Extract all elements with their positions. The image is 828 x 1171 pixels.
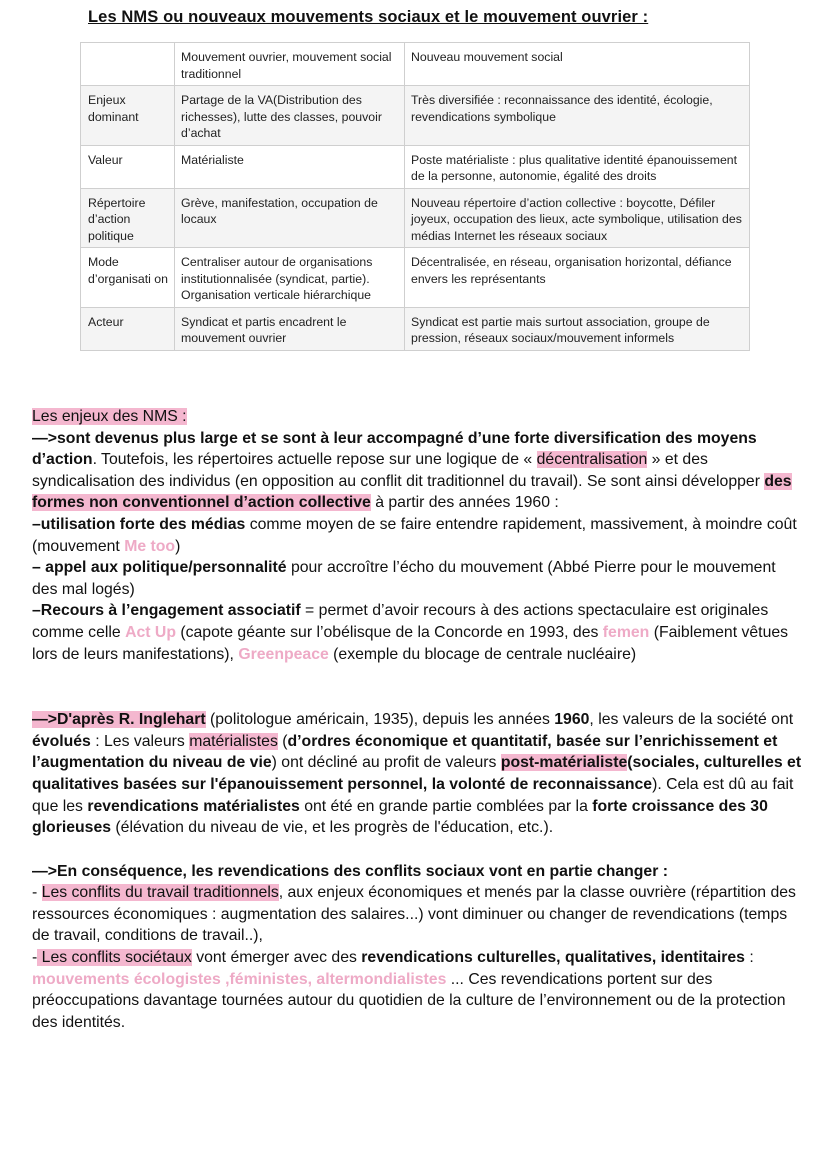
table-cell: Grève, manifestation, occupation de locaux [175,188,405,248]
pink-keyword: Act Up [125,623,176,641]
table-row [81,145,750,188]
list-dash: - [32,949,38,967]
row-label: Mode d’organisati on [81,248,175,308]
body-text: = permet d’avoir recours à des actions spectaculaire est originales comme celle [32,602,769,641]
table-row [81,307,750,350]
spacer [32,665,802,709]
body-text: ) [175,537,181,555]
body-text: (capote géante sur l’obélisque de la Concorde en 1993, des [175,623,603,641]
body-text: vont émerger avec des [191,949,362,967]
table-cell: Partage de la VA(Distribution des richesses), lutte des classes, pouvoir d’achat [175,86,405,146]
body-text: comme moyen de se faire entendre rapidement, massivement, à moindre coût (mouvement [32,515,797,555]
bold-term: (sociales, culturelles et qualitatives basées sur l'épanouissement personnel, la volonté de reconnaissance [32,754,802,793]
bold-term: revendications matérialistes [87,797,300,815]
table-row [81,188,750,248]
section-inglehart [32,709,802,839]
highlighted-term: Les conflits du travail traditionnels [41,884,279,902]
bold-term: forte croissance des 30 glorieuses [32,797,768,837]
bold-statement: —>En conséquence, les revendications des conflits sociaux vont en partie changer : [32,862,669,880]
row-label: Répertoire d’action politique [81,188,175,248]
table-row [81,248,750,308]
table-cell: Poste matérialiste : plus qualitative identité épanouissement de la personne, autonomie, égalité des droits [405,145,750,188]
pink-keyword: mouvements écologistes ,féministes, altermondialistes [32,970,447,988]
body-text: » et des syndicalisation des individus (en opposition au conflit dit traditionnel du travail). Se sont ainsi développer [32,451,765,490]
notes-body [32,406,802,1033]
table-cell: Très diversifiée : reconnaissance des identité, écologie, revendications symbolique [405,86,750,146]
body-text: . Toutefois, les répertoires actuelle repose sur une logique de « [92,451,537,469]
body-text: à partir des années 1960 : [370,494,559,512]
row-label: Valeur [81,145,175,188]
highlighted-term: matérialistes [189,732,278,750]
table-header-cell: Nouveau mouvement social [405,43,750,86]
list-item-label: –Recours à l’engagement associatif [32,602,301,620]
bold-statement: —>sont devenus plus large et se sont à leur accompagné d’une forte diversification des moyens d’action [32,429,757,469]
table-cell: Syndicat est partie mais surtout association, groupe de pression, réseaux sociaux/mouvement informels [405,307,750,350]
list-item-label: –utilisation forte des médias [32,515,246,533]
highlighted-heading: Les enjeux des NMS : [32,408,187,425]
table-header-cell [81,43,175,86]
list-item-label: – appel aux politique/personnalité [32,559,287,577]
section-enjeux [32,406,802,665]
body-text: (politologue américain, 1935), depuis les années [205,711,555,729]
table-cell: Syndicat et partis encadrent le mouvement ouvrier [175,307,405,350]
page-title: Les NMS ou nouveaux mouvements sociaux et le mouvement ouvrier : [88,8,649,26]
highlighted-term: post-matérialiste [500,754,628,772]
table-header-row [81,43,750,86]
body-text: (Faiblement vêtues lors de leurs manifestations), [32,623,789,663]
pink-keyword: Greenpeace [238,645,329,663]
pink-keyword: Me too [124,537,176,555]
body-text: : Les valeurs [90,732,190,750]
spacer [32,839,802,861]
bold-term: d’ordres économique et quantitatif, basée sur l’enrichissement et l’augmentation du niveau de vie [32,732,778,772]
table-cell: Décentralisée, en réseau, organisation horizontal, défiance envers les représentants [405,248,750,308]
bold-term: revendications culturelles, qualitatives, identitaires [361,949,745,967]
body-text: ont été en grande partie comblées par la [299,797,593,815]
row-label: Acteur [81,307,175,350]
section-consequence [32,861,802,1034]
body-text: ). Cela est dû au fait que les [32,775,794,815]
comparison-table [80,42,750,351]
bold-term: 1960 [554,711,590,729]
bold-term: évolués [32,732,91,750]
highlighted-term: des formes non conventionnel d’action collective [32,472,792,512]
body-text: (élévation du niveau de vie, et les progrès de l'éducation, etc.). [111,819,554,837]
row-label: Enjeux dominant [81,86,175,146]
list-dash: - [32,884,42,902]
table-header-cell: Mouvement ouvrier, mouvement social traditionnel [175,43,405,86]
highlighted-term: décentralisation [536,451,648,469]
body-text: (exemple du blocage de centrale nucléaire) [328,645,637,663]
body-text: , aux enjeux économiques et menés par la classe ouvrière (répartition des ressources économiques : augmentation des salaires...) vont diminuer ou changer de revendications (temps de travail, conditions de travail..), [32,884,796,945]
highlighted-term: —>D'après R. Inglehart [32,711,206,729]
body-text: pour accroître l’écho du mouvement (Abbé Pierre pour le mouvement des mal logés) [32,559,776,598]
body-text: ... Ces revendications portent sur des préoccupations davantage tournées autour du quotidien de la culture de l’environnement ou de la protection des identités. [32,970,786,1031]
table-cell: Nouveau répertoire d’action collective : boycotte, Défiler joyeux, occupation des lieux, acte symbolique, utilisation des médias Internet les réseaux sociaux [405,188,750,248]
highlighted-term: Les conflits sociétaux [37,949,192,967]
body-text: : [744,949,754,967]
table-row [81,86,750,146]
body-text: ( [277,732,288,750]
body-text: ) ont décliné au profit de valeurs [271,754,501,772]
table-cell: Matérialiste [175,145,405,188]
pink-keyword: femen [602,623,650,641]
body-text: , les valeurs de la société ont [589,711,794,729]
table-cell: Centraliser autour de organisations institutionnalisée (syndicat, partie). Organisation verticale hiérarchique [175,248,405,308]
